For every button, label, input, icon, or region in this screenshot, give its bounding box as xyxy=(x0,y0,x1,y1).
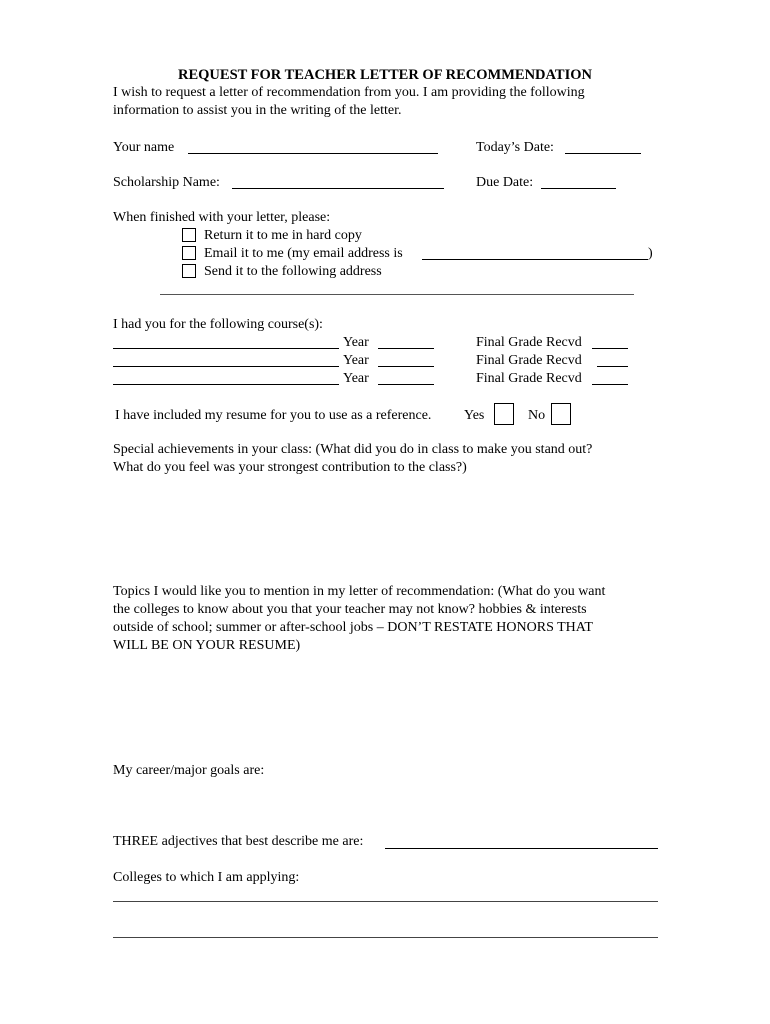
course-field-3[interactable] xyxy=(113,384,339,385)
colleges-field-2[interactable] xyxy=(113,937,658,938)
colleges-label: Colleges to which I am applying: xyxy=(113,870,300,885)
no-checkbox[interactable] xyxy=(551,403,571,425)
course-field-1[interactable] xyxy=(113,348,339,349)
grade-field-2[interactable] xyxy=(597,366,628,367)
scholarship-name-label: Scholarship Name: xyxy=(113,175,220,190)
due-date-field[interactable] xyxy=(541,188,616,189)
topics-line-1: Topics I would like you to mention in my letter of recommendation: (What do you want xyxy=(113,584,606,599)
send-address-checkbox[interactable] xyxy=(182,264,196,278)
topics-line-4: WILL BE ON YOUR RESUME) xyxy=(113,638,301,653)
todays-date-label: Today’s Date: xyxy=(476,140,554,155)
topics-line-2: the colleges to know about you that your teacher may not know? hobbies & interests xyxy=(113,602,587,617)
course-field-2[interactable] xyxy=(113,366,339,367)
career-goals-label: My career/major goals are: xyxy=(113,763,265,778)
topics-line-3: outside of school; summer or after-school jobs – DON’T RESTATE HONORS THAT xyxy=(113,620,593,635)
email-close-paren: ) xyxy=(648,246,653,261)
when-finished-label: When finished with your letter, please: xyxy=(113,210,331,225)
grade-field-1[interactable] xyxy=(592,348,628,349)
hard-copy-checkbox[interactable] xyxy=(182,228,196,242)
grade-field-3[interactable] xyxy=(592,384,628,385)
colleges-field-1[interactable] xyxy=(113,901,658,902)
send-address-label: Send it to the following address xyxy=(204,264,382,279)
grade-label-3: Final Grade Recvd xyxy=(476,371,582,386)
courses-label: I had you for the following course(s): xyxy=(113,317,323,332)
year-field-2[interactable] xyxy=(378,366,434,367)
yes-checkbox[interactable] xyxy=(494,403,514,425)
form-title: REQUEST FOR TEACHER LETTER OF RECOMMENDATION xyxy=(178,67,592,83)
grade-label-1: Final Grade Recvd xyxy=(476,335,582,350)
year-label-3: Year xyxy=(343,371,369,386)
year-label-2: Year xyxy=(343,353,369,368)
scholarship-name-field[interactable] xyxy=(232,188,444,189)
intro-line-2: information to assist you in the writing of the letter. xyxy=(113,103,402,118)
intro-line-1: I wish to request a letter of recommendation from you. I am providing the following xyxy=(113,85,585,100)
your-name-field[interactable] xyxy=(188,153,438,154)
year-field-1[interactable] xyxy=(378,348,434,349)
your-name-label: Your name xyxy=(113,140,175,155)
no-label: No xyxy=(528,408,546,423)
email-address-field[interactable] xyxy=(422,259,648,260)
achievements-line-2: What do you feel was your strongest contribution to the class?) xyxy=(113,460,467,475)
email-checkbox[interactable] xyxy=(182,246,196,260)
todays-date-field[interactable] xyxy=(565,153,641,154)
grade-label-2: Final Grade Recvd xyxy=(476,353,582,368)
yes-label: Yes xyxy=(464,408,485,423)
year-label-1: Year xyxy=(343,335,369,350)
year-field-3[interactable] xyxy=(378,384,434,385)
adjectives-label: THREE adjectives that best describe me are: xyxy=(113,834,364,849)
resume-question: I have included my resume for you to use as a reference. xyxy=(115,408,432,423)
adjectives-field[interactable] xyxy=(385,848,658,849)
address-field[interactable] xyxy=(160,294,634,295)
hard-copy-label: Return it to me in hard copy xyxy=(204,228,362,243)
due-date-label: Due Date: xyxy=(476,175,534,190)
email-label: Email it to me (my email address is xyxy=(204,246,403,261)
achievements-line-1: Special achievements in your class: (What did you do in class to make you stand out? xyxy=(113,442,593,457)
